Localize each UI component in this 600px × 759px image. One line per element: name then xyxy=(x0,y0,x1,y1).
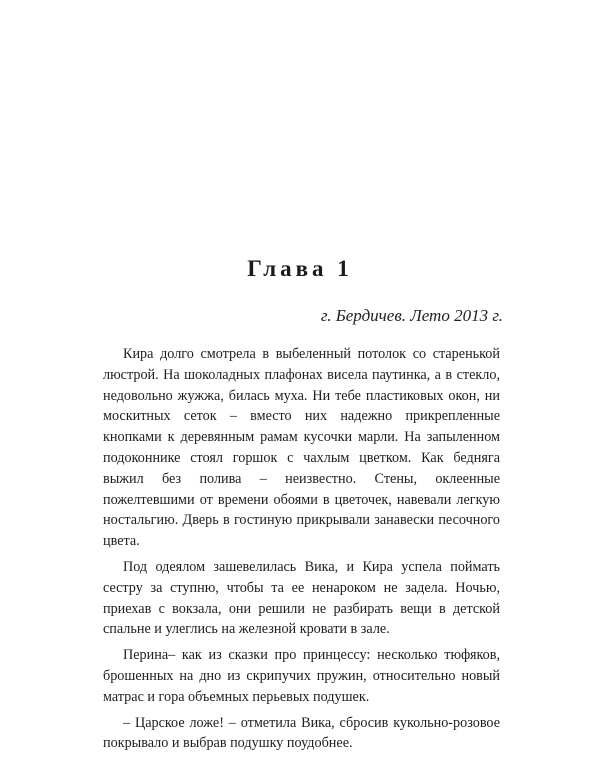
chapter-epigraph: г. Бердичев. Лето 2013 г. xyxy=(320,306,503,325)
chapter-body xyxy=(103,344,500,759)
paragraph: Под одеялом зашевелилась Вика, и Кира успела поймать сестру за ступню, чтобы та ее ненароком не задела. Ночью, приехав с вокзала, они решили не разбирать вещи в детской спальне и улеглись на железной кровати в зале. xyxy=(103,558,500,638)
paragraph: – Царское ложе! – отметила Вика, сбросив кукольно-розовое покрывало и выбрав подушку поудобнее. xyxy=(103,714,500,752)
paragraph: Кира долго смотрела в выбеленный потолок со старенькой люстрой. На шоколадных плафонах висела паутинка, а в стекло, недовольно жужжа, билась муха. Ни тебе пластиковых окон, ни москитных сеток – вместо них надежно прикрепленные кнопками к деревянным рамам кусочки марли. На запыленном подоконнике стоял горшок с чахлым цветком. Как бедняга выжил без полива – неизвестно. Стены, оклеенные пожелтевшими от времени обоями в цветочек, навевали легкую ностальгию. Дверь в гостиную прикрывали занавески песочного цвета. xyxy=(103,346,500,550)
paragraph: Перина– как из сказки про принцессу: несколько тюфяков, брошенных на дно из скрипучих пружин, относительно новый матрас и гора объемных перьевых подушек. xyxy=(103,647,500,705)
chapter-title: Глава 1 xyxy=(247,256,353,281)
